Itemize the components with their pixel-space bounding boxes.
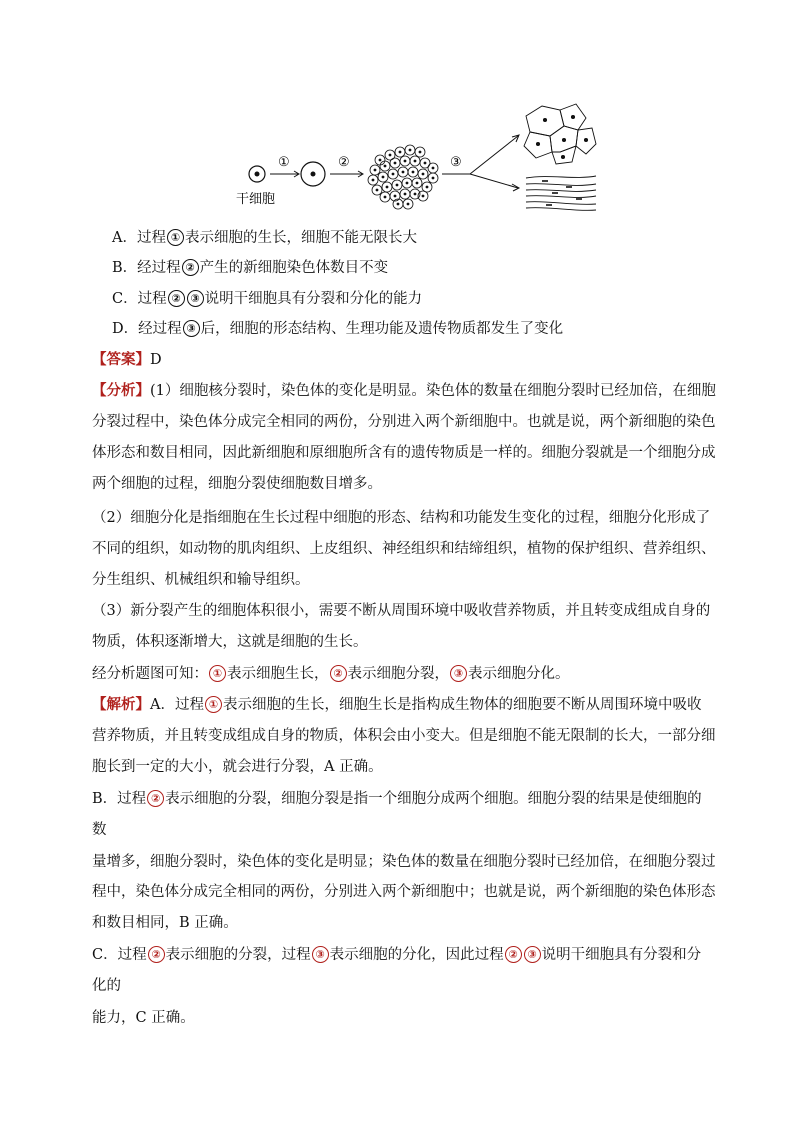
explanation-c-l3: 能力，C 正确。 xyxy=(92,1010,195,1026)
analysis-p1-l1 xyxy=(92,381,732,401)
differentiated-tissue-muscle xyxy=(526,176,596,210)
analysis-p3-l2: 物质，体积逐渐增大，这就是细胞的生长。 xyxy=(92,634,368,650)
stem-cell-diagram xyxy=(230,100,610,220)
answer-value: D xyxy=(150,352,162,368)
explanation-c-mid-1: 表示细胞的分裂，过程 xyxy=(165,947,311,963)
option-d-step: ③ xyxy=(183,320,200,337)
summary-step-2: ② xyxy=(330,665,347,682)
differentiated-tissue-epithelial xyxy=(524,104,596,164)
dividing-cell-cluster xyxy=(368,145,438,209)
explanation-b-l1 xyxy=(92,789,732,809)
explanation-a-l1 xyxy=(92,695,732,715)
grown-cell xyxy=(301,162,325,186)
step-3-label: ③ xyxy=(450,155,462,170)
option-b-step: ② xyxy=(182,259,199,276)
explanation-a-l3: 胞长到一定的大小，就会进行分裂，A 正确。 xyxy=(92,759,383,775)
option-a-prefix: A．过程 xyxy=(112,230,166,246)
option-c-step-2: ③ xyxy=(187,290,204,307)
summary-step-2-text: 表示细胞分裂， xyxy=(347,666,449,682)
stem-cell-label: 干细胞 xyxy=(236,192,276,207)
option-d-prefix: D．经过程 xyxy=(112,321,182,337)
analysis-p2-l2: 不同的组织，如动物的肌肉组织、上皮组织、神经组织和结缔组织，植物的保护组织、营养组织、 xyxy=(92,541,716,557)
explanation-a-step: ① xyxy=(205,696,222,713)
option-d-text: 后，细胞的形态结构、生理功能及遗传物质都发生了变化 xyxy=(200,321,564,337)
stem-cell xyxy=(249,166,265,182)
answer-label: 【答案】 xyxy=(92,351,150,368)
explanation-b-l2: 数 xyxy=(92,822,107,838)
option-a-step: ① xyxy=(167,229,184,246)
summary-step-1-text: 表示细胞生长， xyxy=(227,666,329,682)
explanation-b-step: ② xyxy=(147,790,164,807)
explanation-b-l3: 量增多，细胞分裂时，染色体的变化是明显；染色体的数量在细胞分裂时已经加倍，在细胞分裂过 xyxy=(92,854,716,870)
explanation-c-text: 说明干细胞具有分裂和分 xyxy=(541,947,702,963)
summary-step-3-text: 表示细胞分化。 xyxy=(468,666,570,682)
analysis-p1-l2: 分裂过程中，染色体分成完全相同的两份，分别进入两个新细胞中。也就是说，两个新细胞的染色 xyxy=(92,414,716,430)
analysis-p2-l1: （2）细胞分化是指细胞在生长过程中细胞的形态、结构和功能发生变化的过程，细胞分化形成了 xyxy=(92,510,711,526)
option-b xyxy=(112,258,752,278)
explanation-c-step-1: ② xyxy=(148,946,165,963)
analysis-p3-l1: （3）新分裂产生的细胞体积很小，需要不断从周围环境中吸收营养物质，并且转变成组成自身的 xyxy=(92,603,711,619)
summary-step-1: ① xyxy=(209,665,226,682)
option-c-text: 说明干细胞具有分裂和分化的能力 xyxy=(204,291,423,307)
analysis-p2-l3: 分生组织、机械组织和输导组织。 xyxy=(92,572,310,588)
explanation-c-step-3: ② xyxy=(505,946,522,963)
step-2-label: ② xyxy=(338,155,350,170)
explanation-c-prefix: C．过程 xyxy=(92,947,147,963)
analysis-summary xyxy=(92,664,732,684)
explanation-c-step-2: ③ xyxy=(312,946,329,963)
explanation-c-mid-2: 表示细胞的分化，因此过程 xyxy=(329,947,504,963)
explanation-a-text: 表示细胞的生长，细胞生长是指构成生物体的细胞要不断从周围环境中吸收 xyxy=(222,697,702,713)
option-b-prefix: B．经过程 xyxy=(112,260,181,276)
analysis-p1-l4: 两个细胞的过程，细胞分裂使细胞数目增多。 xyxy=(92,476,382,492)
option-c-prefix: C．过程 xyxy=(112,291,167,307)
option-b-text: 产生的新细胞染色体数目不变 xyxy=(199,260,389,276)
option-a xyxy=(112,228,752,248)
explanation-b-l5: 和数目相同，B 正确。 xyxy=(92,915,238,931)
explanation-b-text: 表示细胞的分裂，细胞分裂是指一个细胞分成两个细胞。细胞分裂的结果是使细胞的 xyxy=(165,791,702,807)
summary-prefix: 经分析题图可知： xyxy=(92,666,208,682)
explanation-label: 【解析】 xyxy=(92,696,150,713)
analysis-p1-l3: 体形态和数目相同，因此新细胞和原细胞所含有的遗传物质是一样的。细胞分裂就是一个细胞分成 xyxy=(92,445,716,461)
step-1-label: ① xyxy=(278,155,290,170)
explanation-a-l2: 营养物质，并且转变成组成自身的物质，体积会由小变大。但是细胞不能无限制的长大，一部分细 xyxy=(92,728,716,744)
option-a-text: 表示细胞的生长，细胞不能无限长大 xyxy=(184,230,417,246)
answer-line xyxy=(92,350,732,370)
analysis-label: 【分析】 xyxy=(92,382,150,399)
explanation-b-l4: 程中，染色体分成完全相同的两份，分别进入两个新细胞中；也就是说，两个新细胞的染色体形态 xyxy=(92,884,716,900)
explanation-a-prefix: A．过程 xyxy=(150,697,204,713)
analysis-text: (1）细胞核分裂时，染色体的变化是明显。染色体的数量在细胞分裂时已经加倍，在细胞 xyxy=(150,383,716,399)
option-d xyxy=(112,319,752,339)
explanation-c-l1 xyxy=(92,945,732,965)
explanation-b-prefix: B．过程 xyxy=(92,791,147,807)
option-c-step-1: ② xyxy=(168,290,185,307)
explanation-c-l2: 化的 xyxy=(92,978,121,994)
option-c xyxy=(112,289,752,309)
explanation-c-step-4: ③ xyxy=(524,946,541,963)
summary-step-3: ③ xyxy=(450,665,467,682)
